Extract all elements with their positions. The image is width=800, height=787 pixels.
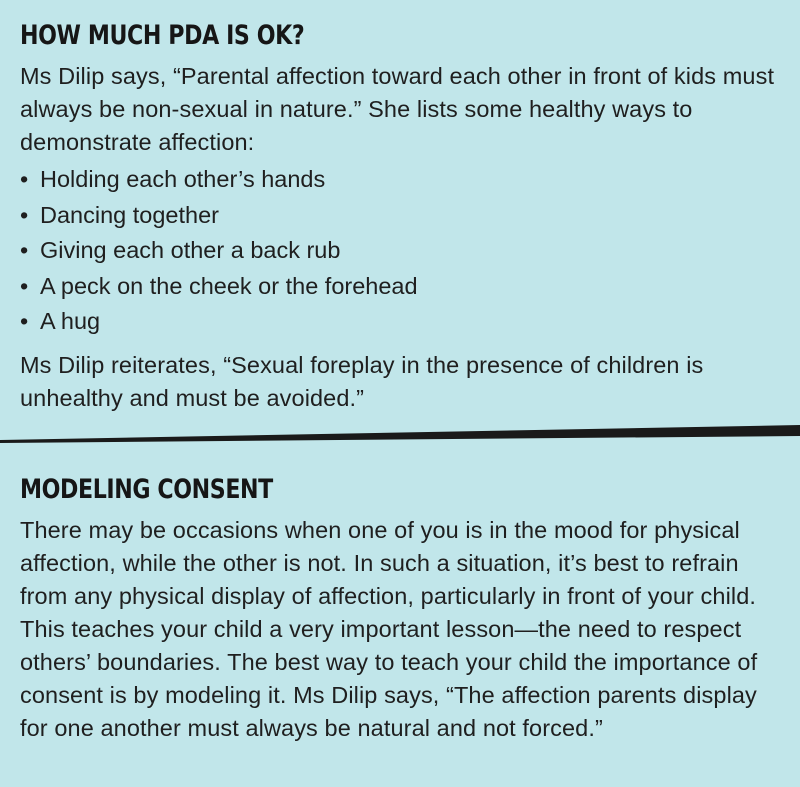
list-item <box>20 198 786 234</box>
divider-stroke <box>0 425 800 443</box>
bullet-icon: • <box>20 166 29 192</box>
list-item-text: Giving each other a back rub <box>40 237 341 263</box>
list-item <box>20 269 786 305</box>
affection-list <box>20 162 786 340</box>
list-item-text: A hug <box>40 308 101 334</box>
consent-section <box>20 470 786 745</box>
pda-intro-paragraph: Ms Dilip says, “Parental affection toward each other in front of kids must always be non-sexual in nature.” She lists some healthy ways to demonstrate affection: <box>20 63 775 155</box>
list-item <box>20 162 786 198</box>
list-item-text: Holding each other’s hands <box>40 166 326 192</box>
bullet-icon: • <box>20 237 29 263</box>
list-item <box>20 304 786 340</box>
pda-section <box>20 16 786 415</box>
consent-paragraph: There may be occasions when one of you is in the mood for physical affection, while the other is not. In such a situation, it’s best to refrain from any physical display of affection, particularly in front of your child. This teaches your child a very important lesson—the need to respect others’ boundaries. The best way to teach your child the importance of consent is by modeling it. Ms Dilip says, “The affection parents display for one another must always be natural and not forced.” <box>20 517 758 741</box>
list-item-text: Dancing together <box>40 201 219 228</box>
section-divider <box>0 419 800 447</box>
list-item <box>20 233 786 269</box>
bullet-icon: • <box>20 308 29 334</box>
bullet-icon: • <box>20 201 29 228</box>
list-item-text: A peck on the cheek or the forehead <box>40 272 418 299</box>
pda-heading: HOW MUCH PDA IS OK? <box>20 20 305 51</box>
consent-heading: MODELING CONSENT <box>20 474 273 505</box>
pda-closing-paragraph: Ms Dilip reiterates, “Sexual foreplay in the presence of children is unhealthy and must be avoided.” <box>20 351 704 411</box>
bullet-icon: • <box>20 272 29 299</box>
